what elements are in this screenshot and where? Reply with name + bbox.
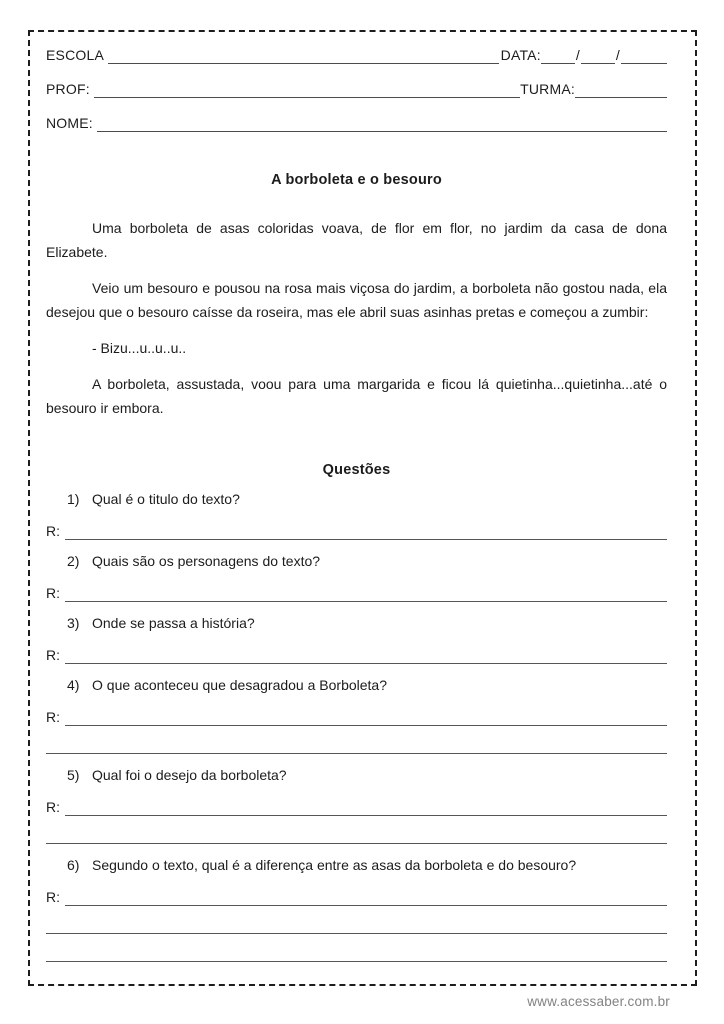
footer-url: www.acessaber.com.br xyxy=(527,994,670,1009)
question-text: Segundo o texto, qual é a diferença entre as asas da borboleta e do besouro? xyxy=(92,857,577,873)
answer-label: R: xyxy=(46,799,60,815)
school-fill-line xyxy=(108,47,499,64)
date-day-line xyxy=(541,47,575,64)
header-row-prof-class xyxy=(46,78,667,98)
question-item xyxy=(46,676,667,754)
answer-row xyxy=(46,797,667,816)
story-paragraph: Veio um besouro e pousou na rosa mais viçosa do jardim, a borboleta não gostou nada, ela desejou que o besouro caísse da roseira, mas ele abril suas asinhas pretas e começou a zumbir: xyxy=(46,280,667,320)
answer-row xyxy=(46,887,667,906)
class-label: TURMA: xyxy=(520,81,575,97)
answer-label: R: xyxy=(46,647,60,663)
date-month-line xyxy=(581,47,615,64)
answer-label: R: xyxy=(46,585,60,601)
question-number: 3) xyxy=(67,615,80,631)
extra-answer-line xyxy=(46,752,667,754)
question-text: Qual foi o desejo da borboleta? xyxy=(92,767,287,783)
date-year-line xyxy=(621,47,667,64)
name-fill-line xyxy=(97,115,667,132)
question-row xyxy=(46,490,667,509)
question-text: Qual é o titulo do texto? xyxy=(92,491,240,507)
question-number: 1) xyxy=(67,491,80,507)
story-title: A borboleta e o besouro xyxy=(271,172,442,188)
question-number: 2) xyxy=(67,553,80,569)
class-fill-line xyxy=(575,81,667,98)
prof-label: PROF: xyxy=(46,81,90,97)
prof-fill-line xyxy=(94,81,520,98)
questions-list xyxy=(46,490,667,962)
question-number: 5) xyxy=(67,767,80,783)
question-row xyxy=(46,676,667,695)
extra-answer-line xyxy=(46,932,667,934)
question-number: 6) xyxy=(67,857,80,873)
story-paragraph: Uma borboleta de asas coloridas voava, de flor em flor, no jardim da casa de dona Elizabete. xyxy=(46,220,667,260)
date-label: DATA: xyxy=(500,47,541,63)
question-item xyxy=(46,766,667,844)
answer-label: R: xyxy=(46,709,60,725)
answer-label: R: xyxy=(46,523,60,539)
extra-answer-line xyxy=(46,960,667,962)
question-text: Quais são os personagens do texto? xyxy=(92,553,321,569)
question-item xyxy=(46,614,667,664)
answer-row xyxy=(46,645,667,664)
question-text: Onde se passa a história? xyxy=(92,615,255,631)
answer-line xyxy=(65,524,667,540)
worksheet-sheet-border xyxy=(28,30,697,986)
question-item xyxy=(46,490,667,540)
question-row xyxy=(46,766,667,785)
answer-line xyxy=(65,586,667,602)
story-paragraph: A borboleta, assustada, voou para uma margarida e ficou lá quietinha...quietinha...até o besouro ir embora. xyxy=(46,376,667,416)
story-body xyxy=(46,216,667,420)
questions-heading: Questões xyxy=(322,462,391,478)
question-number: 4) xyxy=(67,677,80,693)
question-item xyxy=(46,856,667,962)
question-text: O que aconteceu que desagradou a Borboleta? xyxy=(92,677,388,693)
story-paragraph: - Bizu...u..u..u.. xyxy=(92,340,187,356)
answer-row xyxy=(46,707,667,726)
answer-label: R: xyxy=(46,889,60,905)
extra-answer-line xyxy=(46,842,667,844)
question-item xyxy=(46,552,667,602)
question-row xyxy=(46,552,667,571)
answer-row xyxy=(46,521,667,540)
question-row xyxy=(46,856,667,875)
question-row xyxy=(46,614,667,633)
name-label: NOME: xyxy=(46,115,93,131)
header-row-school-date xyxy=(46,44,667,64)
answer-row xyxy=(46,583,667,602)
answer-line xyxy=(65,648,667,664)
header-row-name xyxy=(46,112,667,132)
answer-line xyxy=(65,710,667,726)
date-separator: / xyxy=(575,47,580,63)
school-label: ESCOLA xyxy=(46,47,104,63)
date-separator: / xyxy=(615,47,620,63)
answer-line xyxy=(65,800,667,816)
answer-line xyxy=(65,890,667,906)
